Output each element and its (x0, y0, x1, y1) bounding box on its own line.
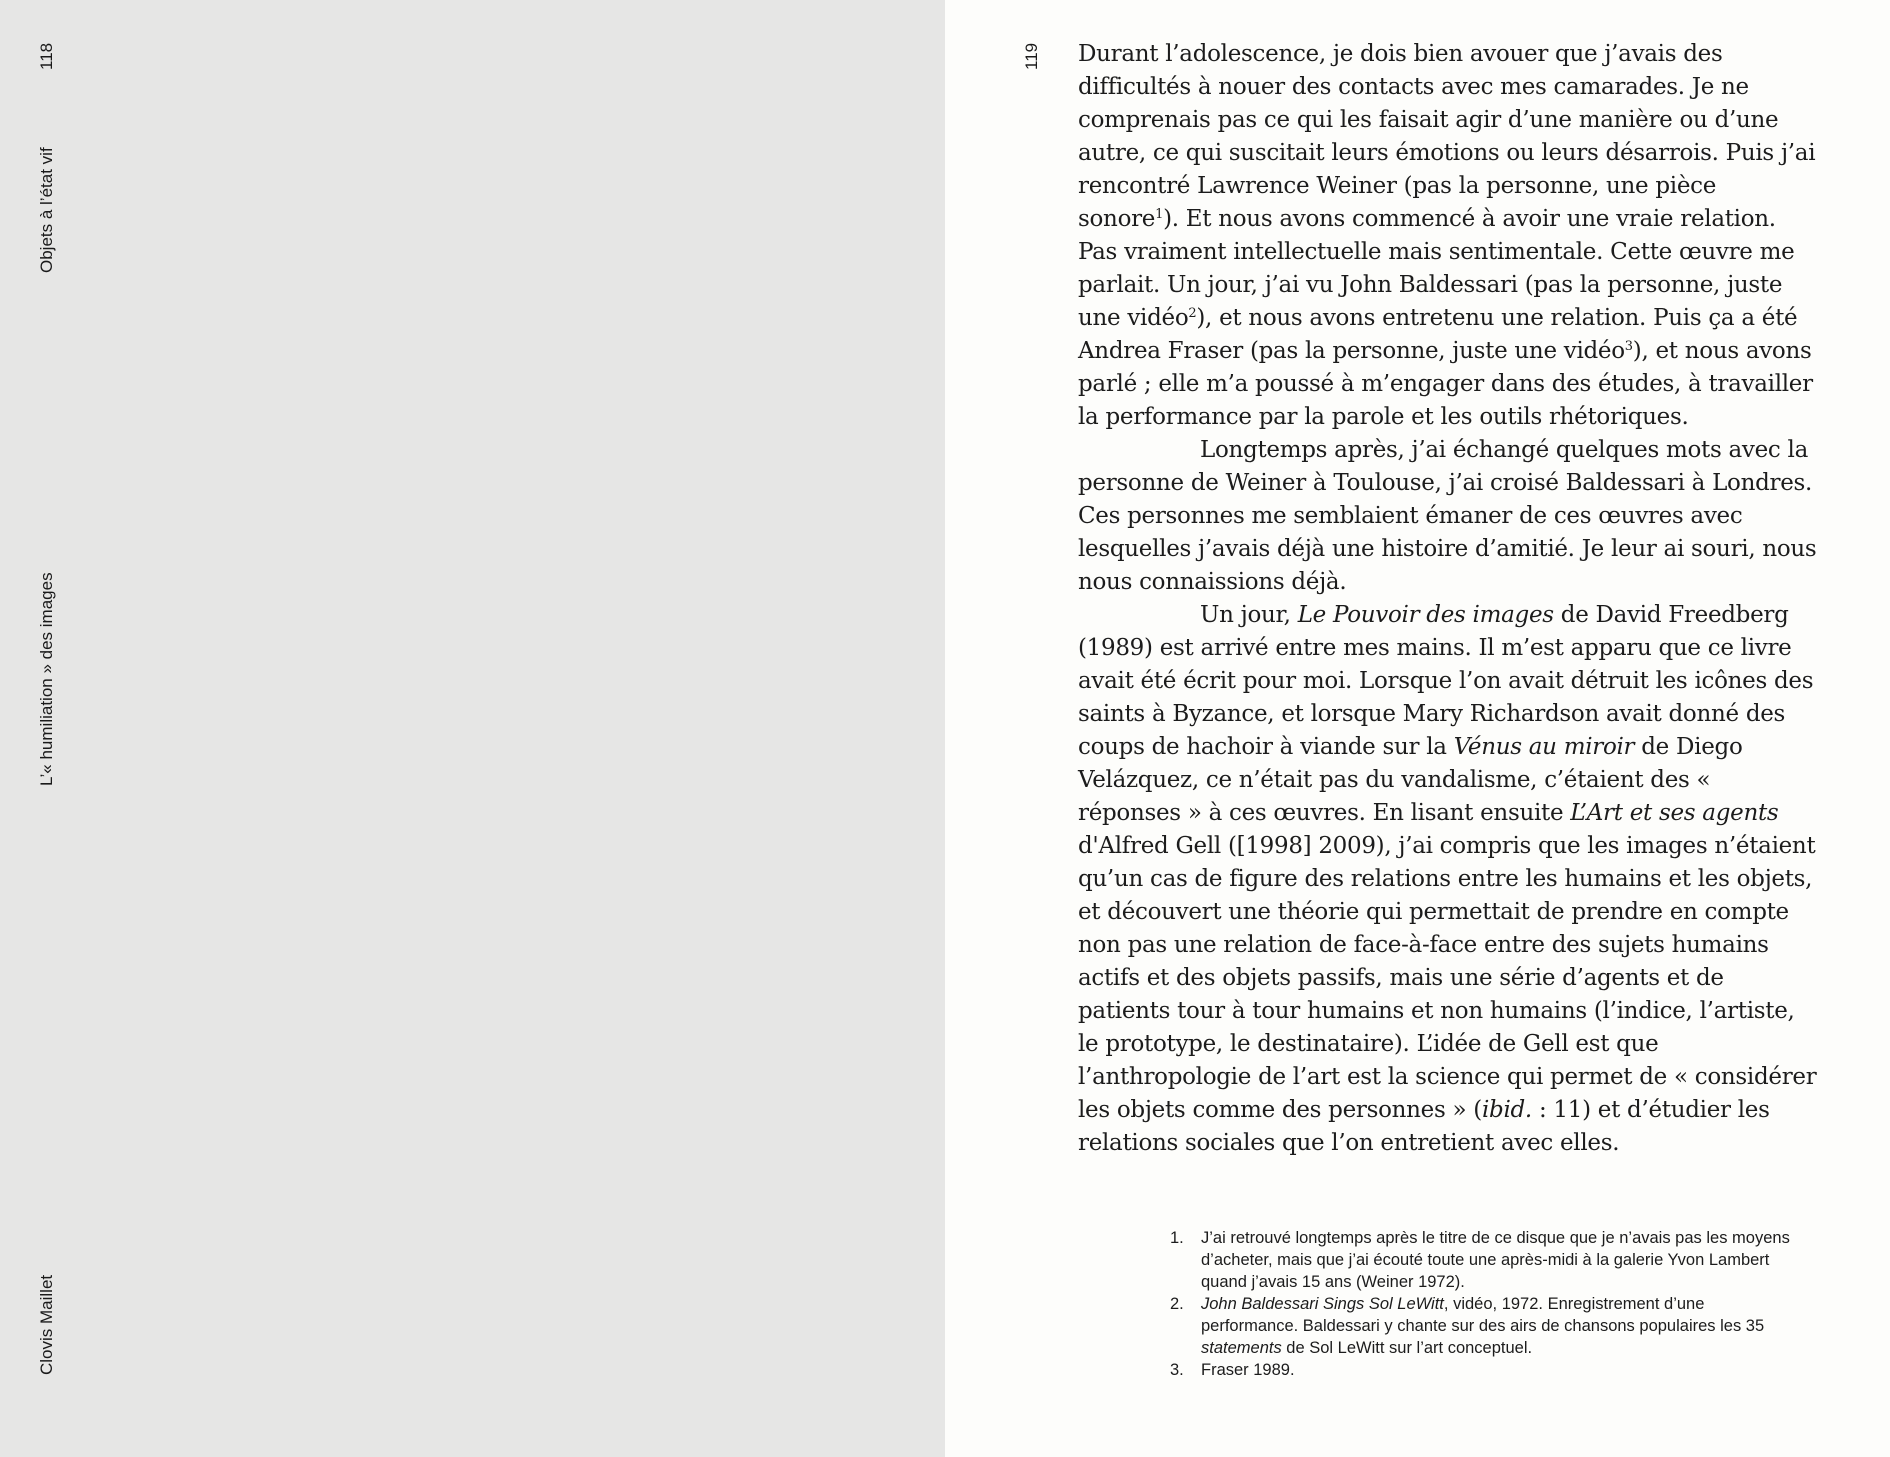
running-title: Objets à l’état vif (37, 147, 56, 273)
left-page-number: 118 (37, 42, 56, 70)
footnote-2: 2. John Baldessari Sings Sol LeWitt, vidéo, 1972. Enregistrement d’une performance. Baldessari y chante sur des airs de chansons populaires les 35 statements de Sol LeWitt sur l’art conceptuel. (1170, 1295, 1765, 1357)
book-title-italic: Le Pouvoir des images (1297, 602, 1554, 628)
footnote-3: 3. Fraser 1989. (1170, 1361, 1295, 1379)
footnotes (1170, 1227, 1790, 1381)
body-text (1078, 38, 1818, 1160)
ibid-italic: ibid. (1481, 1097, 1532, 1123)
footnote-number: 1. (1170, 1229, 1184, 1247)
chapter-title: L’« humiliation » des images (37, 572, 56, 786)
footnote-number: 2. (1170, 1295, 1184, 1313)
footnote-ref-2[interactable]: 2 (1188, 306, 1197, 321)
footnote-ref-1[interactable]: 1 (1155, 207, 1164, 222)
footnote-ref-3[interactable]: 3 (1624, 339, 1633, 354)
footnote-number: 3. (1170, 1361, 1184, 1379)
footnote-1: 1. J’ai retrouvé longtemps après le titre de ce disque que je n’avais pas les moyens d’acheter, mais que j’ai écouté toute une après-midi à la galerie Yvon Lambert quand j’avais 15 ans (Weiner 1972). (1170, 1229, 1790, 1291)
right-page-number: 119 (1022, 42, 1041, 70)
book-title-italic: L’Art et ses agents (1570, 800, 1779, 826)
paragraph-3: Un jour, Le Pouvoir des images de David Freedberg (1989) est arrivé entre mes mains. Il m’est apparu que ce livre avait été écrit pour moi. Lorsque l’on avait détruit les icônes des saints à Byzance, et lorsque Mary Richardson avait donné des coups de hachoir à viande sur la Vénus au miroir de Diego Velázquez, ce n’était pas du vandalisme, c’étaient des « réponses » à ces œuvres. En lisant ensuite L’Art et ses agents d'Alfred Gell ([1998] 2009), j’ai compris que les images n’étaient qu’un cas de figure des relations entre les humains et les objets, et découvert une théorie qui permettait de prendre en compte non pas une relation de face-à-face entre des sujets humains actifs et des objets passifs, mais une série d’agents et de patients tour à tour humains et non humains (l’indice, l’artiste, le prototype, le destinataire). L’idée de Gell est que l’anthropologie de l’art est la science qui permet de « considérer les objets comme des personnes » (ibid. : 11) et d’étudier les relations sociales que l’on entretient avec elles. (1078, 602, 1817, 1156)
author-name: Clovis Maillet (37, 1274, 56, 1375)
artwork-title-italic: Vénus au miroir (1453, 734, 1635, 760)
paragraph-2: Longtemps après, j’ai échangé quelques mots avec la personne de Weiner à Toulouse, j’ai croisé Baldessari à Londres. Ces personnes me semblaient émaner de ces œuvres avec lesquelles j’avais déjà une histoire d’amitié. Je leur ai souri, nous nous connaissions déjà. (1078, 437, 1817, 595)
paragraph-1: Durant l’adolescence, je dois bien avouer que j’avais des difficultés à nouer des contacts avec mes camarades. Je ne comprenais pas ce qui les faisait agir d’une manière ou d’une autre, ce qui suscitait leurs émotions ou leurs désarrois. Puis j’ai rencontré Lawrence Weiner (pas la personne, une pièce sonore$^1$). Et nous avons commencé à avoir une vraie relation. Pas vraiment intellectuelle mais sentimentale. Cette œuvre me parlait. Un jour, j’ai vu John Baldessari (pas la personne, juste une vidéo$^2$), et nous avons entretenu une relation. Puis ça a été Andrea Fraser (pas la personne, juste une vidéo$^3$), et nous avons parlé ; elle m’a poussé à m’engager dans des études, à travailler la performance par la parole et les outils rhétoriques. (1078, 41, 1816, 430)
